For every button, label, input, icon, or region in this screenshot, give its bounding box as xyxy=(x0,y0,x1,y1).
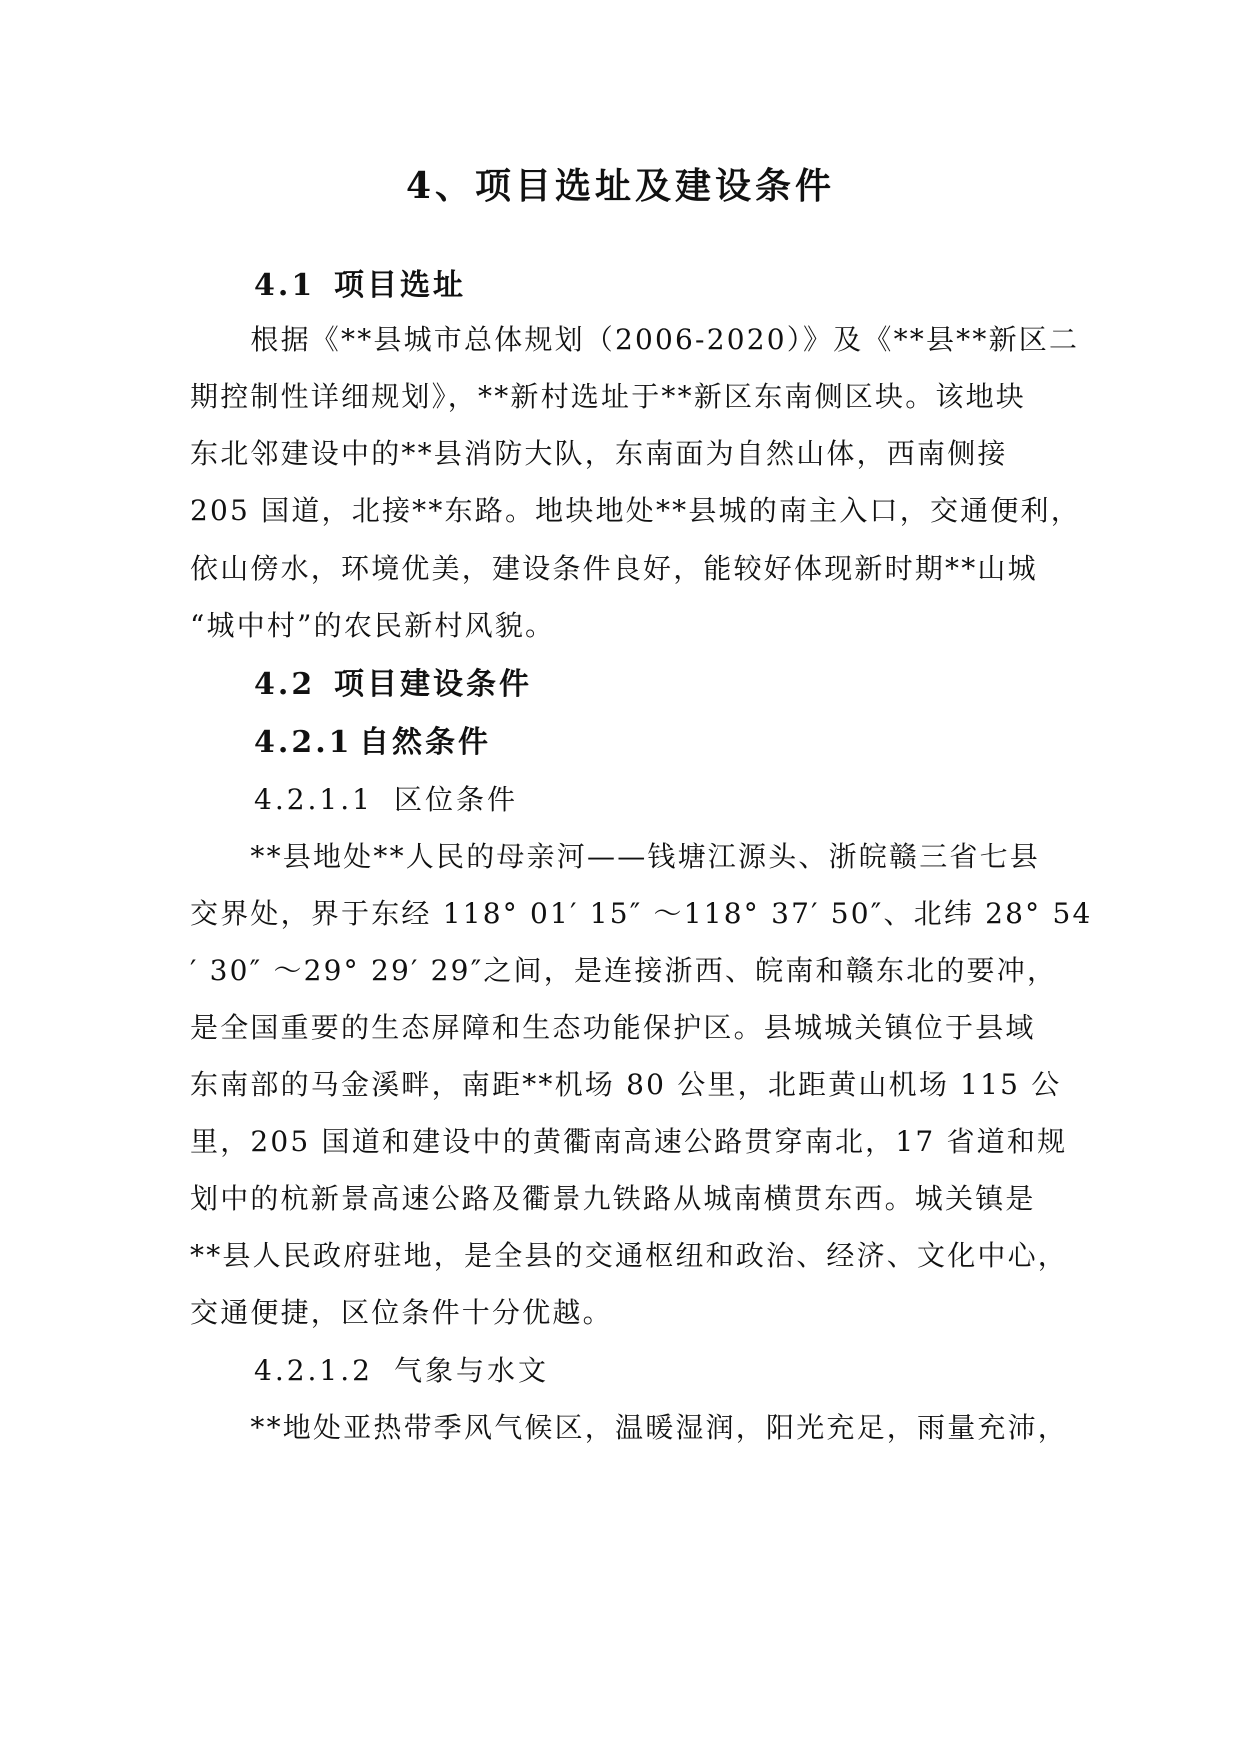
section-heading-4-2 xyxy=(254,665,532,705)
text-line: **县地处**人民的母亲河——钱塘江源头、浙皖赣三省七县 xyxy=(190,840,1041,873)
text-line: **县人民政府驻地，是全县的交通枢纽和政治、经济、文化中心， xyxy=(190,1239,1069,1272)
text-line: 划中的杭新景高速公路及衢景九铁路从城南横贯东西。城关镇是 xyxy=(190,1182,1036,1215)
section-label: 项目选址 xyxy=(334,268,466,303)
chapter-title: 4、项目选址及建设条件 xyxy=(405,165,836,207)
text-line: “城中村”的农民新村风貌。 xyxy=(190,609,556,642)
section-number: 4.2 xyxy=(254,667,316,702)
text-line: 根据《**县城市总体规划（2006-2020）》及《**县**新区二 xyxy=(190,323,1080,356)
section-heading-4-2-1-1 xyxy=(254,780,518,820)
text-line: ′ 30″ ～29° 29′ 29″之间，是连接浙西、皖南和赣东北的要冲， xyxy=(190,954,1058,987)
section-heading-4-2-1-2 xyxy=(254,1351,549,1391)
text-line: 里，205 国道和建设中的黄衢南高速公路贯穿南北，17 省道和规 xyxy=(190,1125,1068,1158)
text-line: 东北邻建设中的**县消防大队，东南面为自然山体，西南侧接 xyxy=(190,437,1008,470)
text-line: 交界处，界于东经 118° 01′ 15″ ～118° 37′ 50″、北纬 28° 54 xyxy=(190,897,1093,930)
section-number: 4.2.1 xyxy=(254,725,353,760)
text-line: 205 国道，北接**东路。地块地处**县城的南主入口，交通便利， xyxy=(190,494,1081,527)
section-number: 4.2.1.2 xyxy=(254,1354,373,1387)
text-line: 交通便捷，区位条件十分优越。 xyxy=(190,1296,613,1329)
section-label: 自然条件 xyxy=(359,725,491,760)
section-number: 4.2.1.1 xyxy=(254,783,373,816)
section-label: 项目建设条件 xyxy=(334,667,532,702)
section-number: 4.1 xyxy=(254,268,316,303)
text-line: 期控制性详细规划》，**新村选址于**新区东南侧区块。该地块 xyxy=(190,380,1027,413)
section-label: 区位条件 xyxy=(394,783,519,816)
text-line: 依山傍水，环境优美，建设条件良好，能较好体现新时期**山城 xyxy=(190,552,1038,585)
section-heading-4-2-1 xyxy=(254,723,491,763)
section-heading-4-1 xyxy=(254,266,466,306)
text-line: 东南部的马金溪畔，南距**机场 80 公里，北距黄山机场 115 公 xyxy=(190,1068,1062,1101)
text-line: **地处亚热带季风气候区，温暖湿润，阳光充足，雨量充沛， xyxy=(190,1411,1069,1444)
section-label: 气象与水文 xyxy=(394,1354,550,1387)
text-line: 是全国重要的生态屏障和生态功能保护区。县城城关镇位于县域 xyxy=(190,1011,1036,1044)
